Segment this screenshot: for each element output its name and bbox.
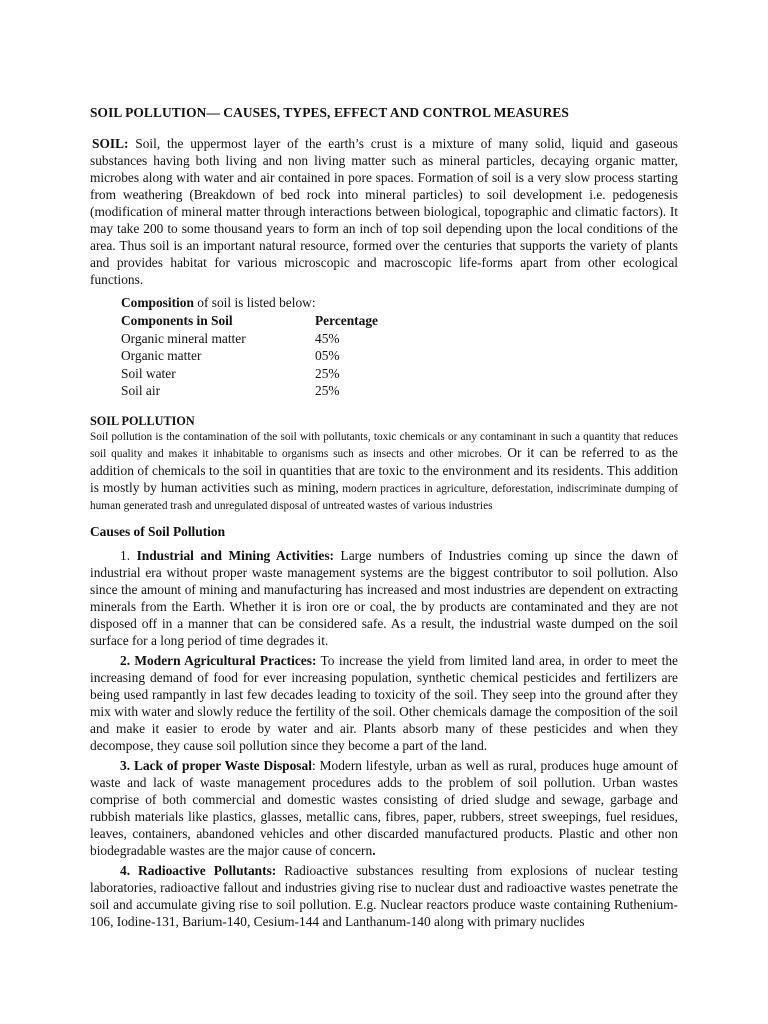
column-header-percentage: Percentage <box>315 313 378 328</box>
soil-paragraph <box>90 135 678 288</box>
table-cell: Soil air <box>121 383 161 399</box>
composition-table-header <box>119 312 380 330</box>
cause-title: 3. Lack of proper Waste Disposal <box>120 758 312 773</box>
table-cell: 05% <box>315 348 340 364</box>
soil-pollution-text-2: Or it can be referred to as the addition of chemicals to the soil in quantities that are toxic to the environment and its residents. This addition is mostly by human activities such as mining, <box>90 445 678 496</box>
cause-number: 1. <box>120 548 137 563</box>
composition-intro-text: of soil is listed below: <box>193 295 316 310</box>
composition-table <box>119 312 380 400</box>
table-row <box>119 365 380 383</box>
causes-heading: Causes of Soil Pollution <box>90 524 226 539</box>
soil-pollution-paragraph <box>90 429 678 514</box>
cause-text-tail: . <box>372 843 376 858</box>
cause-title: Industrial and Mining Activities: <box>136 548 335 563</box>
soil-pollution-text-1: Soil pollution is the contamination of the soil with pollutants, toxic chemicals or any contaminant in such a quantity that reduces soil quality and makes it inhabitable to organisms such as insects and other microbes. <box>90 430 678 461</box>
cause-title: 4. Radioactive Pollutants: <box>120 863 277 878</box>
table-cell: 25% <box>315 383 340 399</box>
soil-pollution-text-3: modern practices in agriculture, deforestation, indiscriminate dumping of human generated trash and unregulated disposal of untreated wastes of various industries <box>90 483 678 512</box>
soil-pollution-heading: SOIL POLLUTION <box>90 413 195 428</box>
cause-text: Large numbers of Industries coming up since the dawn of industrial era without proper waste management systems are the biggest contributor to soil pollution. Also since the amount of mining and manufacturing has increased and most industries are dependent on extracting minerals from the Earth. Whether it is iron ore or coal, the by products are contaminated and they are not disposed off in a manner that can be considered safe. As a result, the industrial waste dumped on the soil surface for a long period of time degrades it. <box>90 548 679 648</box>
composition-intro <box>121 294 678 311</box>
table-cell: 25% <box>315 365 340 381</box>
cause-item-radioactive <box>90 862 678 930</box>
table-row <box>119 347 380 365</box>
composition-label: Composition <box>121 295 194 310</box>
soil-label: SOIL: <box>92 136 129 151</box>
document-title: SOIL POLLUTION— CAUSES, TYPES, EFFECT AND CONTROL MEASURES <box>90 105 569 120</box>
table-row <box>119 330 380 348</box>
column-header-components: Components in Soil <box>121 313 233 328</box>
cause-text: Radioactive substances resulting from explosions of nuclear testing laboratories, radioactive fallout and industries giving rise to nuclear dust and radioactive wastes penetrate the soil and accumulate giving rise to soil pollution. E.g. Nuclear reactors produce waste containing Ruthenium-106, Iodine-131, Barium-140, Cesium-144 and Lanthanum-140 along with primary nuclides <box>90 863 678 929</box>
cause-text: To increase the yield from limited land area, in order to meet the increasing demand of food for ever increasing population, synthetic chemical pesticides and fertilizers are being used rampantly in last few decades leading to toxicity of the soil. They seep into the ground after they mix with water and slowly reduce the fertility of the soil. Other chemicals damage the composition of the soil and make it easier to erode by water and air. Plants absorb many of these pesticides and when they decompose, they cause soil pollution since they become a part of the land. <box>90 653 678 753</box>
cause-item-waste-disposal <box>90 757 678 859</box>
table-cell: 45% <box>315 330 340 346</box>
table-cell: Organic matter <box>121 348 202 364</box>
cause-text: : Modern lifestyle, urban as well as rural, produces huge amount of waste and lack of waste management procedures adds to the problem of soil pollution. Urban wastes comprise of both commercial and domestic wastes consisting of dried sludge and sewage, garbage and rubbish materials like plastics, glasses, metallic cans, fibres, paper, rubbers, street sweepings, fuel residues, leaves, containers, abandoned vehicles and other discarded manufactured products. Plastic and other non biodegradable wastes are the major cause of concern <box>90 758 679 858</box>
soil-text: Soil, the uppermost layer of the earth’s crust is a mixture of many solid, liquid and gaseous substances having both living and non living matter such as mineral particles, decaying organic matter, microbes along with water and air contained in pore spaces. Formation of soil is a very slow process starting from weathering (Breakdown of bed rock into mineral particles) to soil development i.e. pedogenesis (modification of mineral matter through interactions between biological, topographic and climatic factors). It may take 200 to some thousand years to form an inch of top soil depending upon the local conditions of the area. Thus soil is an important natural resource, formed over the centuries that supports the variety of plants and provides habitat for various microscopic and macroscopic life-forms apart from other ecological functions. <box>90 136 678 287</box>
table-cell: Soil water <box>121 365 176 381</box>
table-cell: Organic mineral matter <box>121 330 246 346</box>
cause-title: 2. Modern Agricultural Practices: <box>120 653 317 668</box>
table-row <box>119 382 380 400</box>
cause-item-industrial <box>90 547 678 649</box>
cause-item-agriculture <box>90 652 678 754</box>
